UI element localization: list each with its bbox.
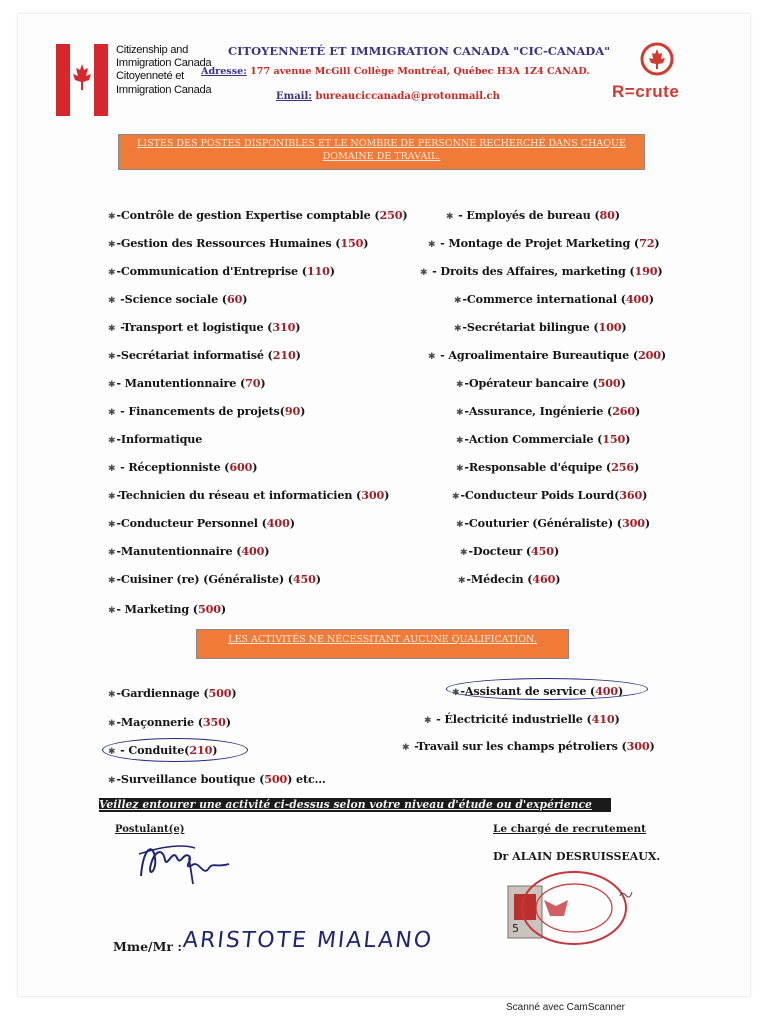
bullet-icon: ✱	[108, 606, 116, 616]
bullet-icon: ✱	[108, 548, 116, 558]
applicant-signature	[133, 838, 243, 888]
bullet-icon: ✱	[458, 576, 466, 586]
activity-item: ✱-Assistant de service (400)	[452, 684, 624, 698]
gov-line: Citoyenneté et	[116, 70, 184, 83]
bullet-icon: ✱	[108, 520, 116, 530]
document-title: CITOYENNETÉ ET IMMIGRATION CANADA "CIC-CANADA"	[228, 44, 611, 58]
bullet-icon: ✱	[108, 719, 116, 729]
job-item: ✱-Opérateur bancaire (500)	[456, 376, 626, 390]
gov-line: Citizenship and	[116, 44, 188, 56]
bullet-icon: ✱	[108, 747, 116, 757]
official-stamp	[504, 866, 644, 948]
job-item: ✱-Contrôle de gestion Expertise comptable (250)	[108, 208, 408, 222]
address-line	[201, 66, 590, 77]
bullet-icon: ✱	[452, 492, 460, 502]
email-line	[276, 91, 500, 102]
activities-banner	[196, 629, 569, 659]
job-item: ✱-Assurance, Ingénierie (260)	[456, 404, 641, 418]
bullet-icon: ✱	[456, 464, 464, 474]
bullet-icon: ✱	[402, 743, 410, 753]
selection-circle	[446, 678, 648, 700]
bullet-icon: ✱	[452, 688, 460, 698]
bullet-icon: ✱	[460, 548, 468, 558]
stamp-number: 5	[512, 922, 519, 935]
job-item: ✱ - Agroalimentaire Bureautique (200)	[428, 348, 667, 362]
job-item: ✱-Conducteur Poids Lourd(360)	[452, 488, 648, 502]
job-item: ✱ - Montage de Projet Marketing (72)	[428, 236, 660, 250]
job-list-banner	[118, 134, 645, 170]
scanner-caption: Scanné avec CamScanner	[506, 1002, 625, 1013]
bullet-icon: ✱	[428, 352, 436, 362]
job-item: ✱-Commerce international (400)	[454, 292, 654, 306]
activity-item: ✱ - Électricité industrielle (410)	[424, 712, 620, 726]
job-item: ✱ - Financements de projets(90)	[108, 404, 306, 418]
job-item: ✱ - Employés de bureau (80)	[446, 208, 620, 222]
instruction-line: Veillez entourer une activité ci-dessus selon votre niveau d'étude ou d'expérience	[99, 798, 611, 812]
bullet-icon: ✱	[108, 436, 116, 446]
bullet-icon: ✱	[108, 212, 116, 222]
job-item: ✱-Responsable d'équipe (256)	[456, 460, 640, 474]
bullet-icon: ✱	[446, 212, 454, 222]
activity-item: ✱-Surveillance boutique (500) etc…	[108, 772, 326, 786]
canada-flag-icon	[56, 44, 108, 116]
bullet-icon: ✱	[424, 716, 432, 726]
job-item: ✱-Technicien du réseau et informaticien (300)	[108, 488, 390, 502]
job-item: ✱ - Droits des Affaires, marketing (190)	[420, 264, 663, 278]
job-item: ✱ - Réceptionniste (600)	[108, 460, 258, 474]
bullet-icon: ✱	[420, 268, 428, 278]
bullet-icon: ✱	[108, 352, 116, 362]
bullet-icon: ✱	[108, 324, 116, 334]
activity-item: ✱-Gardiennage (500)	[108, 686, 237, 700]
bullet-icon: ✱	[108, 464, 116, 474]
bullet-icon: ✱	[108, 776, 116, 786]
job-item: ✱-Médecin (460)	[458, 572, 561, 586]
job-item: ✱-Secrétariat informatisé (210)	[108, 348, 301, 362]
job-item: ✱-Manutentionnaire (400)	[108, 544, 270, 558]
bullet-icon: ✱	[108, 268, 116, 278]
address-label: Adresse:	[201, 66, 247, 77]
activity-item: ✱ -Travail sur les champs pétroliers (300)	[402, 739, 655, 753]
bullet-icon: ✱	[454, 296, 462, 306]
bullet-icon: ✱	[108, 492, 116, 502]
bullet-icon: ✱	[108, 408, 116, 418]
gov-line: Immigration Canada	[116, 57, 212, 70]
gov-line: Immigration Canada	[116, 83, 212, 96]
address-value: 177 avenue McGill Collège Montréal, Québec H3A 1Z4 CANAD.	[246, 66, 590, 77]
activity-item: ✱ - Conduite(210)	[108, 743, 218, 757]
bullet-icon: ✱	[456, 520, 464, 530]
bullet-icon: ✱	[108, 576, 116, 586]
postulant-label: Postulant(e)	[115, 824, 185, 835]
job-item: ✱ -Science sociale (60)	[108, 292, 248, 306]
job-item: ✱-Docteur (450)	[460, 544, 560, 558]
recruiter-name: Dr ALAIN DESRUISSEAUX.	[493, 850, 661, 863]
banner-line: LISTES DES POSTES DISPONIBLES ET LE NOMBRE DE PERSONNE RECHERCHÉ DANS CHAQUE	[137, 138, 626, 149]
banner-line: DOMAINE DE TRAVAIL.	[322, 151, 441, 162]
job-item: ✱- Marketing (500)	[108, 602, 227, 616]
bullet-icon: ✱	[108, 380, 116, 390]
bullet-icon: ✱	[108, 296, 116, 306]
job-item: ✱-Action Commerciale (150)	[456, 432, 631, 446]
applicant-name-label: Mme/Mr :	[113, 939, 182, 954]
job-item: ✱-Secrétariat bilingue (100)	[454, 320, 627, 334]
email-value: bureauciccanada@protonmail.ch	[311, 91, 500, 102]
recrute-logo-text: R=crute	[612, 82, 680, 101]
email-label: Email:	[276, 91, 312, 102]
maple-leaf-icon	[640, 42, 674, 76]
job-item: ✱-Conducteur Personnel (400)	[108, 516, 295, 530]
bullet-icon: ✱	[456, 380, 464, 390]
banner-line: LES ACTIVITÉS NE NÉCESSITANT AUCUNE QUALIFICATION.	[228, 634, 537, 645]
bullet-icon: ✱	[454, 324, 462, 334]
selection-circle	[102, 738, 248, 762]
bullet-icon: ✱	[108, 690, 116, 700]
bullet-icon: ✱	[456, 408, 464, 418]
bullet-icon: ✱	[108, 240, 116, 250]
bullet-icon: ✱	[456, 436, 464, 446]
job-item: ✱ -Transport et logistique (310)	[108, 320, 301, 334]
applicant-handwritten-name: ARISTOTE MIALANO	[181, 928, 435, 953]
recruiter-title: Le chargé de recrutement	[493, 823, 647, 835]
job-item: ✱-Communication d'Entreprise (110)	[108, 264, 335, 278]
document-page	[18, 14, 750, 996]
bullet-icon: ✱	[428, 240, 436, 250]
activity-item: ✱-Maçonnerie (350)	[108, 715, 231, 729]
job-item: ✱-Gestion des Ressources Humaines (150)	[108, 236, 369, 250]
government-wordmark	[116, 44, 211, 97]
job-item: ✱- Manutentionnaire (70)	[108, 376, 266, 390]
job-item: ✱-Informatique	[108, 432, 203, 446]
job-item: ✱-Couturier (Généraliste) (300)	[456, 516, 650, 530]
job-item: ✱-Cuisiner (re) (Généraliste) (450)	[108, 572, 321, 586]
